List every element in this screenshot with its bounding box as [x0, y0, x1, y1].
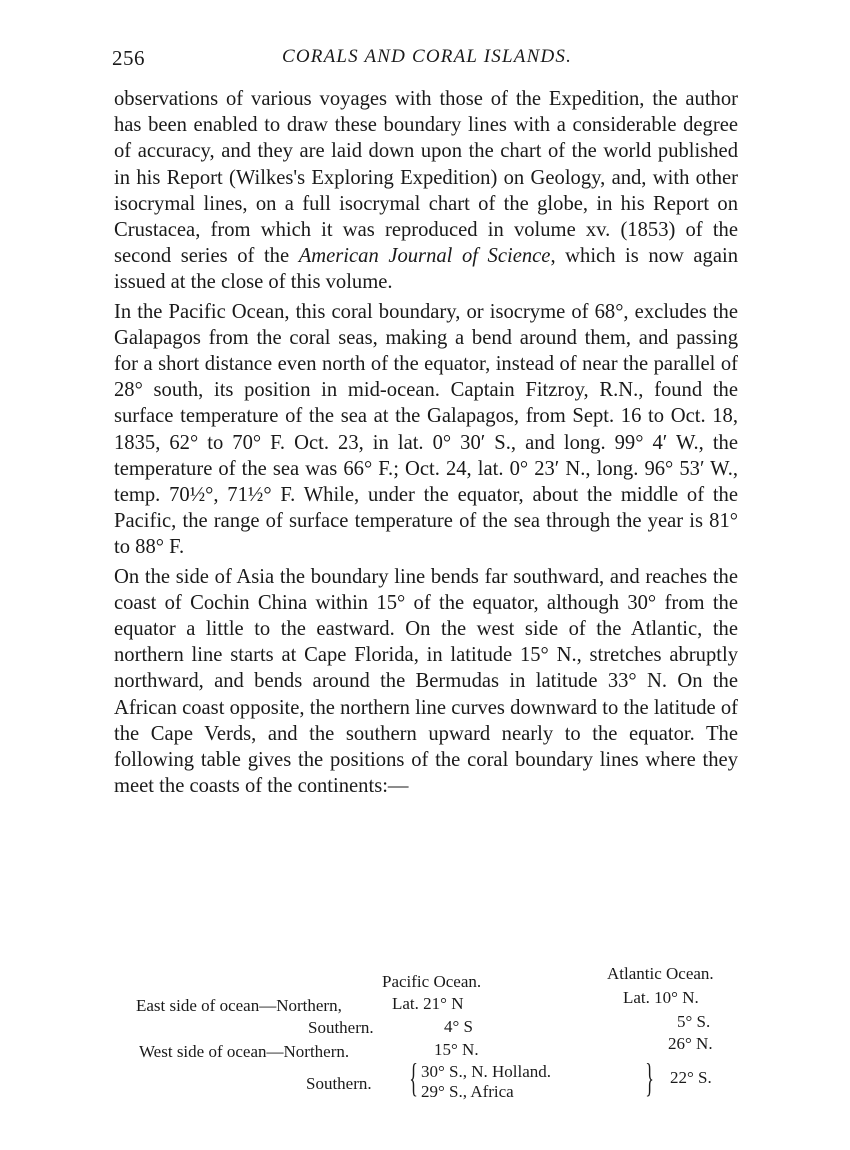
brace-icon: }	[645, 1055, 654, 1100]
table-cell: 30° S., N. Holland.	[421, 1062, 552, 1081]
coral-boundary-table	[130, 962, 750, 1112]
table-cell: 15° N.	[434, 1040, 479, 1059]
body-text	[114, 86, 738, 799]
table-cell: 5° S.	[677, 1012, 711, 1031]
paragraph: In the Pacific Ocean, this coral boundary, or isocryme of 68°, excludes the Galapagos from the coral seas, making a bend around them, and passing for a short distance even north of the equator, instead of near the parallel of 28° south, its position in mid-ocean. Captain Fitzroy, R.N., found the surface temperature of the sea at the Galapagos, from Sept. 16 to Oct. 18, 1835, 62° to 70° F. Oct. 23, in lat. 0° 30′ S., and long. 99° 4′ W., the temperature of the sea was 66° F.; Oct. 24, lat. 0° 23′ N., long. 96° 53′ W., temp. 70½°, 71½° F. While, under the equator, about the middle of the Pacific, the range of surface temperature of the sea through the year is 81° to 88° F.	[114, 300, 738, 559]
paragraph	[114, 86, 738, 296]
running-head: CORALS AND CORAL ISLANDS.	[281, 46, 573, 67]
column-header-pacific: Pacific Ocean.	[382, 972, 482, 991]
table-cell: 26° N.	[668, 1034, 713, 1053]
paragraph-text: observations of various voyages with those of the Expedition, the author has been enabled to draw these boundary lines with a considerable degree of accuracy, and they are laid down upon the chart of the world published in his Report (Wilkes's Exploring Expedition) on Geology, and, with other isocrymal lines, on a full isocrymal chart of the globe, in his Report on Crustacea, from which it was reproduced in volume xv. (1853) of the second series of the	[114, 88, 738, 268]
paragraph: On the side of Asia the boundary line bends far southward, and reaches the coast of Cochin China within 15° of the equator, although 30° from the equator a little to the eastward. On the west side of the Atlantic, the northern line starts at Cape Florida, in latitude 15° N., stretches abruptly northward, and bends around the Bermudas in latitude 33° N. On the African coast opposite, the northern line curves downward to the latitude of the Cape Verds, and the southern upward nearly to the equator. The following table gives the positions of the coral boundary lines where they meet the coasts of the continents:—	[114, 565, 738, 798]
table-cell: 22° S.	[670, 1068, 712, 1087]
page-number: 256	[112, 46, 145, 70]
table-cell: Lat. 10° N.	[623, 988, 699, 1007]
journal-title: American Journal of Science	[298, 245, 551, 268]
row-label: East side of ocean—Northern,	[136, 996, 342, 1015]
table-cell: Lat. 21° N	[392, 994, 464, 1013]
brace-icon: {	[409, 1055, 418, 1100]
table-cell: 4° S	[444, 1017, 474, 1036]
column-header-atlantic: Atlantic Ocean.	[607, 964, 714, 983]
row-label: Southern.	[308, 1018, 374, 1037]
paragraph-text: , which is now again issued at the close of this volume.	[114, 245, 739, 294]
row-label: West side of ocean—Northern.	[139, 1042, 350, 1061]
page-header	[112, 46, 742, 76]
table-cell: 29° S., Africa	[421, 1082, 514, 1101]
row-label: Southern.	[306, 1074, 372, 1093]
